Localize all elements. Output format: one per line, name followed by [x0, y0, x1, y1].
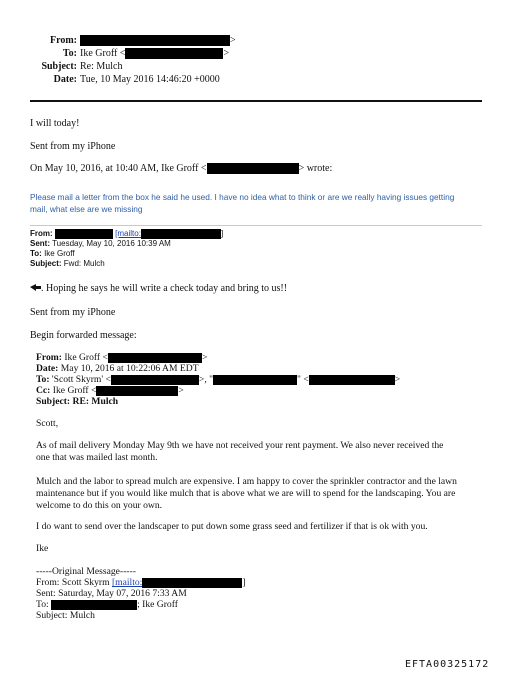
inner-cc-tail: > — [178, 385, 184, 396]
inner-cc-label: Cc: — [36, 385, 51, 396]
reply-signature: Sent from my iPhone — [30, 141, 116, 152]
redaction-bar — [125, 48, 223, 59]
fwd-subject-row — [30, 259, 223, 269]
para2-line2: maintenance but if you would like mulch that is above what we are will to spend for the landscaping. You are — [36, 488, 456, 499]
inner-to-tail: > — [394, 374, 401, 385]
to-value: Ike Groff < — [80, 48, 126, 59]
original-to-row — [36, 599, 246, 610]
hope-text: . Hoping he says he will write a check today and bring to us!! — [41, 283, 288, 294]
to-tail: > — [223, 48, 230, 59]
original-message — [36, 566, 246, 621]
inner-date-row — [36, 363, 400, 374]
mailto-link[interactable]: [mailto: — [115, 229, 141, 239]
header-date-row — [0, 73, 236, 86]
reply-line: I will today! — [30, 118, 80, 129]
fwd-subject-label: Subject: — [30, 259, 62, 269]
inner-to-label: To: — [36, 374, 50, 385]
fwd-sent-from: Sent from my iPhone — [30, 307, 116, 318]
date-value: Tue, 10 May 2016 14:46:20 +0000 — [80, 74, 220, 85]
original-sent: Sent: Saturday, May 07, 2016 7:33 AM — [36, 588, 187, 599]
original-mailto-close: ] — [242, 577, 246, 588]
inner-subject-value: RE: Mulch — [72, 396, 119, 407]
forward-header — [30, 229, 223, 269]
redaction-bar — [141, 229, 224, 239]
blue-message — [30, 191, 454, 215]
redaction-bar — [96, 386, 178, 396]
redaction-bar — [80, 35, 230, 46]
redaction-bar — [213, 375, 297, 385]
header-from-row — [0, 34, 236, 47]
fwd-from-label: From: — [30, 229, 53, 239]
redaction-bar — [309, 375, 395, 385]
date-label: Date: — [53, 74, 77, 85]
letter-paragraph-1 — [36, 440, 443, 464]
inner-header — [36, 352, 400, 407]
inner-from-row — [36, 352, 400, 363]
to-label: To: — [62, 48, 77, 59]
original-subject: Subject: Mulch — [36, 610, 95, 621]
header-to-row — [0, 47, 236, 60]
from-label: From: — [49, 35, 77, 46]
document-id: EFTA00325172 — [405, 659, 490, 670]
original-mailto-link[interactable]: [mailto: — [111, 577, 143, 588]
inner-date-label: Date: — [36, 363, 59, 374]
para1-line1: As of mail delivery Monday May 9th we have not received your rent payment. We also never received the — [36, 440, 444, 451]
blue-line-1: Please mail a letter from the box he said he used. I have no idea what to think or are we really having issues getting — [30, 192, 455, 202]
inner-cc-value: Ike Groff < — [52, 385, 97, 396]
inner-to-row — [36, 374, 400, 385]
inner-date-value: May 10, 2016 at 10:22:06 AM EDT — [60, 363, 199, 374]
subject-value: Re: Mulch — [80, 61, 123, 72]
original-to-suffix: ; Ike Groff — [137, 599, 178, 610]
begin-forwarded: Begin forwarded message: — [30, 330, 137, 341]
inner-from-value: Ike Groff < — [64, 352, 108, 363]
quote-prefix: On May 10, 2016, at 10:40 AM, Ike Groff < — [30, 163, 207, 174]
fwd-from-row — [30, 229, 223, 239]
hope-line — [30, 282, 287, 296]
email-header — [0, 34, 236, 86]
original-to-prefix: To: — [36, 599, 52, 610]
quote-intro — [30, 162, 332, 175]
fwd-to-value: Ike Groff — [44, 249, 75, 259]
inner-subject-label: Subject: — [36, 396, 71, 407]
fwd-sent-row — [30, 239, 223, 249]
blue-line-2: mail, what else are we missing — [30, 204, 143, 214]
subject-label: Subject: — [41, 61, 77, 72]
fwd-to-row — [30, 249, 223, 259]
letter-paragraph-2 — [36, 476, 457, 512]
original-from-prefix: From: Scott Skyrm — [36, 577, 112, 588]
redaction-bar — [55, 229, 113, 239]
inner-subject-row — [36, 396, 400, 407]
fwd-to-label: To: — [30, 249, 42, 259]
para1-line2: one that was mailed last month. — [36, 452, 158, 463]
header-divider — [30, 100, 482, 102]
para2-line3: welcome to do this on your own. — [36, 500, 163, 511]
fwd-sent-value: Tuesday, May 10, 2016 10:39 AM — [52, 239, 171, 249]
mailto-close: ] — [220, 229, 224, 239]
letter-salutation: Scott, — [36, 418, 59, 429]
inner-cc-row — [36, 385, 400, 396]
letter-paragraph-3: I do want to send over the landscaper to put down some grass seed and fertilizer if that is ok with you. — [36, 521, 428, 532]
from-tail: > — [230, 35, 236, 46]
header-subject-row — [0, 60, 236, 73]
redaction-bar — [108, 353, 202, 363]
fwd-sent-label: Sent: — [30, 239, 50, 249]
inner-from-label: From: — [36, 352, 62, 363]
inner-to-mid2: " < — [297, 374, 309, 385]
pointing-hand-icon — [30, 283, 41, 296]
fwd-subject-value: Fwd: Mulch — [63, 259, 105, 269]
inner-to-value: 'Scott Skyrm' < — [51, 374, 111, 385]
original-from-row — [36, 577, 246, 588]
quote-suffix: > wrote: — [298, 163, 333, 174]
original-divider: -----Original Message----- — [36, 566, 136, 577]
letter-signature: Ike — [36, 543, 49, 554]
redaction-bar — [142, 578, 242, 588]
redaction-bar — [207, 163, 299, 174]
redaction-bar — [111, 375, 199, 385]
inner-to-mid1: >, " — [198, 374, 214, 385]
redaction-bar — [51, 600, 137, 610]
inner-from-tail: > — [201, 352, 208, 363]
forward-divider — [30, 225, 482, 226]
para2-line1: Mulch and the labor to spread mulch are expensive. I am happy to cover the sprinkler contractor and the lawn — [36, 476, 457, 487]
